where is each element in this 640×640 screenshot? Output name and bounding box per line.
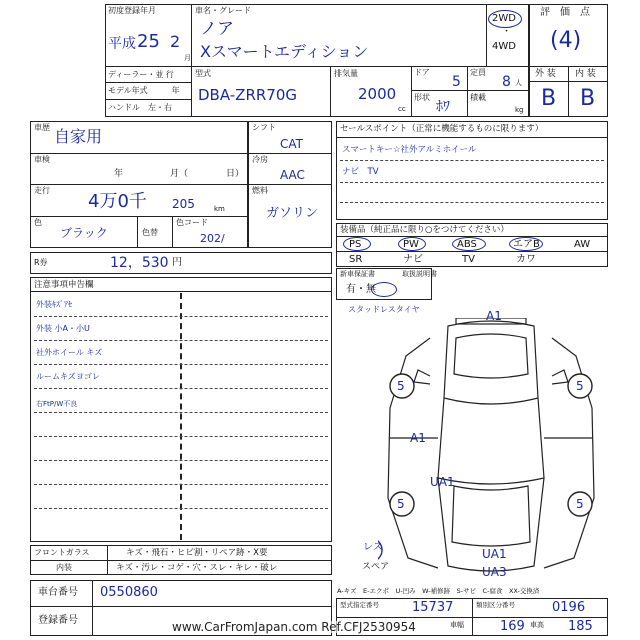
interior-glass-value: キズ・汚レ・コゲ・穴・スレ・キレ・破レ	[116, 563, 278, 573]
note-item: 社外ホイール キズ	[36, 348, 103, 357]
note-item: 外装ｷｽﾞｱｾ	[36, 300, 72, 309]
divider	[411, 66, 412, 117]
divider	[30, 184, 248, 185]
spare-label: スペア	[362, 562, 390, 572]
front-glass-value: キズ・飛石・ヒビ割・リペア跡・X要	[126, 548, 268, 558]
drive-4wd: 4WD	[492, 41, 516, 52]
width-value: 169	[500, 619, 525, 634]
tire-front-right: 5	[576, 379, 584, 393]
divider	[568, 66, 569, 117]
dotted-line	[34, 412, 328, 413]
dotted-line	[34, 364, 328, 365]
warranty-value: 有・無	[346, 284, 376, 295]
divider	[30, 153, 248, 154]
equip-tv: TV	[462, 254, 475, 265]
reg-year-label: 初度登録年月	[108, 6, 156, 15]
watermark: www.CarFromJapan.com Ref.CFJ2530954	[172, 620, 416, 634]
recycle-value: 12，530	[110, 255, 169, 271]
dotted-line	[34, 508, 328, 509]
equipment-label: 装備品（純正品に限り○をつけてください）	[340, 225, 509, 235]
shape-value: ﾎﾜ	[436, 99, 450, 115]
front-glass-label: フロントガラス	[34, 548, 90, 557]
divider	[30, 560, 332, 561]
divider	[30, 291, 332, 292]
mileage-value: 4万0千	[88, 191, 147, 212]
score-label: 評 価 点	[540, 7, 590, 18]
color-code-value: 202/	[200, 232, 225, 245]
note-item: ルームキズヨゴレ	[36, 372, 100, 381]
dotted-line	[34, 484, 328, 485]
capacity-label: 定員	[470, 68, 486, 77]
selling-points-label: セールスポイント（正常に機能するものに限ります）	[340, 124, 544, 134]
interior-value: B	[580, 86, 596, 111]
score-value: (4)	[550, 28, 582, 53]
studless-note: スタッドレスタイヤ	[348, 305, 420, 314]
divider	[467, 66, 468, 117]
divider	[105, 82, 191, 83]
divider	[191, 4, 192, 66]
divider	[92, 580, 93, 636]
width-label: 車幅	[450, 621, 464, 629]
dotted-line	[34, 316, 328, 317]
divider	[191, 66, 192, 117]
damage-ua3-rear: UA3	[482, 565, 507, 579]
dotted-line	[34, 388, 328, 389]
model-name: ノア	[200, 19, 234, 39]
ac-label: 冷房	[252, 155, 268, 164]
divider	[336, 251, 608, 252]
damage-ua1-rear: UA1	[482, 547, 507, 561]
selling-point-2: ナビ TV	[342, 167, 379, 177]
equip-sr: SR	[349, 254, 363, 265]
note-item: 右FtP/W不良	[36, 400, 78, 408]
divider	[105, 66, 529, 67]
recycle-unit: 円	[172, 257, 182, 268]
exterior-label: 外 装	[535, 69, 556, 79]
inspection-year: 年	[114, 169, 124, 179]
dotted-line	[34, 436, 328, 437]
interior-glass-label: 内装	[56, 563, 72, 572]
divider	[248, 153, 332, 154]
cc-unit: cc	[398, 105, 406, 113]
dotted-line	[34, 460, 328, 461]
dotted-line	[340, 202, 604, 203]
equip-abs: ABS	[457, 239, 477, 250]
divider	[30, 216, 248, 217]
inspection-day: 日）	[226, 169, 245, 179]
fuel-label: 燃料	[252, 186, 268, 195]
type-cert-value: 15737	[412, 600, 454, 615]
dotted-divider	[180, 293, 182, 540]
capacity-unit: 人	[515, 79, 522, 87]
equip-aw: AW	[574, 239, 591, 250]
drive-dot: ・	[502, 27, 512, 37]
divider	[529, 81, 608, 82]
load-label: 積載	[470, 93, 486, 102]
damage-a1-front: A1	[486, 309, 502, 323]
class-label: 類別区分番号	[476, 601, 515, 609]
shape-label: 形状	[414, 93, 430, 102]
tire-rear-right: 5	[576, 497, 584, 511]
shift-value: CAT	[280, 137, 303, 151]
reg-month: 2	[170, 32, 181, 51]
door-label: ドア	[414, 68, 430, 77]
spare-circle-text: レス	[363, 542, 383, 553]
divider	[107, 545, 108, 575]
fuel-value: ガソリン	[266, 206, 319, 221]
displacement-label: 排気量	[334, 69, 358, 78]
month-unit: 月	[184, 54, 191, 62]
mileage-label: 走行	[34, 186, 50, 195]
name-grade-label: 車名・グレード	[195, 6, 251, 15]
inspection-month: 月（	[170, 169, 189, 179]
tire-front-left: 5	[397, 379, 405, 393]
exterior-value: B	[541, 86, 557, 111]
divider	[137, 216, 138, 248]
divider	[248, 184, 332, 185]
equip-leather: カワ	[516, 254, 536, 265]
kg-unit: kg	[515, 106, 524, 114]
class-value: 0196	[552, 600, 586, 615]
divider	[30, 606, 332, 607]
chassis-value: 0550860	[100, 585, 158, 600]
equip-pw: PW	[403, 239, 419, 250]
recycle-label: R券	[34, 258, 48, 267]
notes-label: 注意事項申告欄	[34, 280, 94, 290]
displacement-value: 2000	[358, 85, 397, 103]
use-label: 車歴	[34, 123, 50, 132]
grade: Xスマートエディション	[200, 42, 369, 61]
car-diagram	[378, 318, 604, 579]
height-value: 185	[568, 619, 593, 634]
manual-label: 取扱説明書	[402, 270, 437, 278]
equip-airbag: エアB	[513, 239, 540, 250]
reg-era: 平成	[108, 36, 136, 52]
km-unit: km	[214, 205, 225, 213]
note-item: 外装 小A・小U	[36, 324, 90, 333]
divider	[172, 216, 173, 248]
handle-label: ハンドル 左・右	[108, 103, 172, 112]
type-cert-label: 型式指定番号	[340, 601, 379, 609]
warranty-label: 新車保証書	[340, 270, 375, 278]
color-value: ブラック	[60, 226, 108, 240]
dotted-line	[340, 182, 604, 183]
door-value: 5	[452, 74, 461, 90]
color-code-label: 色コード	[176, 218, 208, 227]
reg-year: 25	[137, 31, 160, 52]
equip-navi: ナビ	[403, 254, 423, 265]
damage-a1-side: A1	[410, 431, 426, 445]
chassis-label: 車台番号	[38, 587, 78, 598]
type-value: DBA-ZRR70G	[198, 86, 298, 104]
interior-label: 内 装	[575, 69, 596, 79]
damage-legend: A-キズ E-エクボ U-凹み W-補修跡 S-サビ C-腐食 XX-交換済	[337, 587, 540, 595]
divider	[472, 598, 473, 636]
shift-label: シフト	[252, 123, 276, 132]
type-label: 型式	[195, 69, 211, 78]
color-label: 色	[34, 218, 42, 227]
mileage-sub: 205	[172, 197, 195, 211]
inspection-label: 車検	[34, 155, 50, 164]
height-label: 車高	[530, 621, 544, 629]
dotted-line	[34, 340, 328, 341]
dotted-line	[340, 160, 604, 161]
model-year-label: モデル年式 年	[108, 86, 180, 95]
divider	[105, 99, 191, 100]
reg-no-label: 登録番号	[38, 615, 78, 626]
divider	[336, 137, 608, 138]
color-swap-label: 色替	[142, 228, 158, 237]
divider	[486, 4, 487, 66]
divider	[411, 90, 529, 91]
drive-2wd: 2WD	[492, 13, 516, 24]
equip-ps: PS	[349, 239, 362, 250]
use-value: 自家用	[54, 127, 103, 146]
tire-rear-left: 5	[397, 497, 405, 511]
dealer-label: ディーラー・並 行	[108, 70, 174, 79]
selling-point-1: スマートキー☆社外アルミホイール	[342, 145, 477, 155]
capacity-value: 8	[502, 74, 511, 90]
divider	[330, 66, 331, 117]
damage-ua1-side: UA1	[430, 475, 455, 489]
ac-value: AAC	[280, 168, 305, 182]
